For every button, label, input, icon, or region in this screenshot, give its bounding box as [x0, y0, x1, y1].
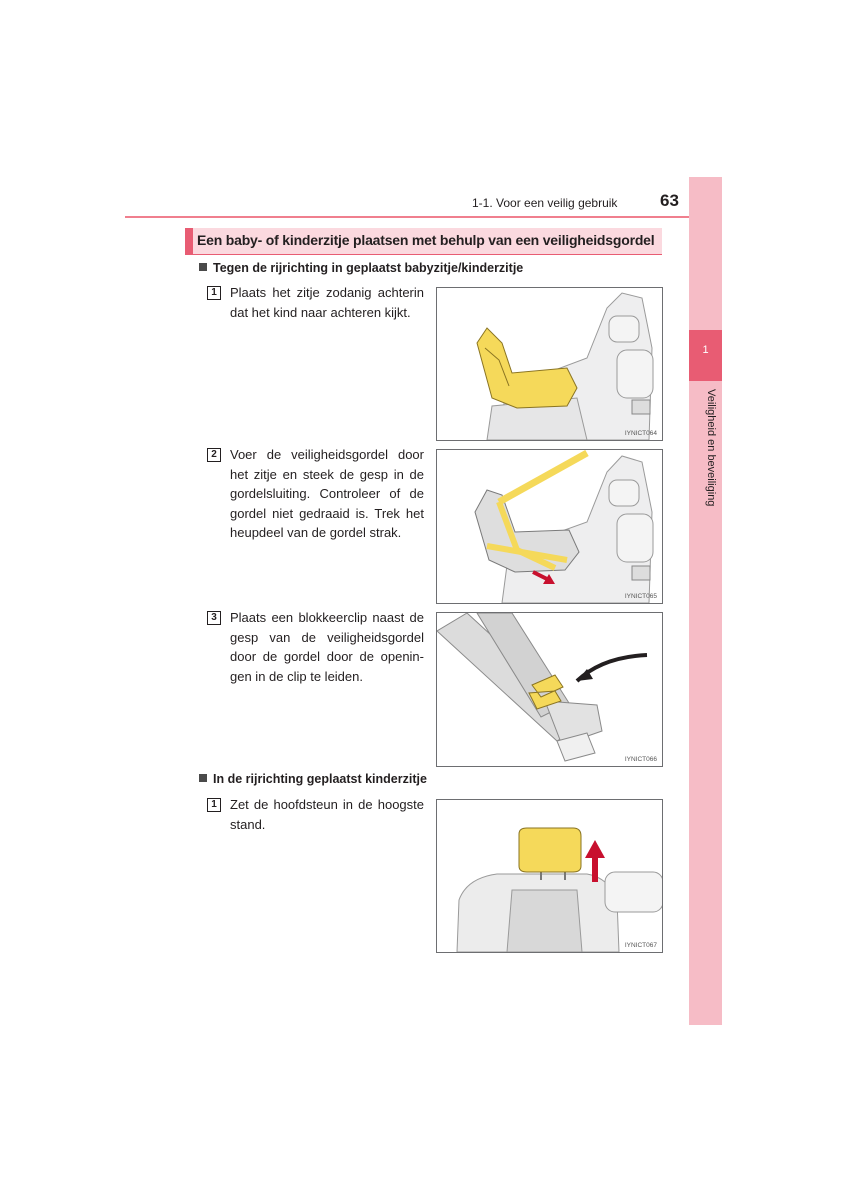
- figure-code: IYNICT064: [624, 430, 657, 437]
- bullet-square-icon: [199, 774, 207, 782]
- figure-rear-facing-seat: [436, 287, 663, 441]
- rear-seat-illustration: [437, 288, 662, 440]
- subheading-rear-facing-text: Tegen de rijrichting in geplaatst babyzitje/kinderzitje: [213, 261, 524, 275]
- locking-clip-illustration: [437, 613, 662, 766]
- header-rule: [125, 216, 722, 218]
- subheading-forward-facing: [199, 772, 427, 786]
- step-number-badge: 1: [207, 798, 221, 812]
- figure-headrest: [436, 799, 663, 953]
- figure-belt-routing: [436, 449, 663, 604]
- chapter-title: Veiligheid en beveiliging: [705, 389, 717, 507]
- headrest-illustration: [437, 800, 662, 952]
- subheading-forward-facing-text: In de rijrichting geplaatst kinderzitje: [213, 772, 427, 786]
- step-text: Voer de veiligheidsgordel door het zitje en steek de gesp in de gordelsluiting. Controleer of de gordel niet gedraaid is. Trek het heupdeel van de gordel strak.: [230, 447, 424, 541]
- step-text: Plaats het zitje zodanig achterin dat het kind naar achteren kijkt.: [230, 285, 424, 320]
- belt-routing-illustration: [437, 450, 662, 603]
- step-text: Plaats een blokkeerclip naast de gesp van de veiligheidsgordel door de gordel door de openin-gen in de clip te leiden.: [230, 610, 424, 684]
- step-number-badge: 2: [207, 448, 221, 462]
- section-title: Een baby- of kinderzitje plaatsen met behulp van een veiligheidsgordel: [197, 232, 655, 248]
- chapter-side-tab: [689, 177, 722, 1025]
- chapter-number: 1: [702, 344, 709, 356]
- step-number-badge: 3: [207, 611, 221, 625]
- chapter-number-tab: [689, 330, 722, 381]
- subheading-rear-facing: [199, 261, 523, 275]
- step-number-badge: 1: [207, 286, 221, 300]
- running-header-section: 1-1. Voor een veilig gebruik: [472, 196, 618, 210]
- figure-code: IYNICT067: [624, 942, 657, 949]
- bullet-square-icon: [199, 263, 207, 271]
- figure-locking-clip: [436, 612, 663, 767]
- figure-code: IYNICT066: [624, 756, 657, 763]
- section-heading-accent: [185, 228, 193, 255]
- step-text: Zet de hoofdsteun in de hoogste stand.: [230, 797, 424, 832]
- page-number: 63: [660, 191, 679, 210]
- figure-code: IYNICT065: [624, 593, 657, 600]
